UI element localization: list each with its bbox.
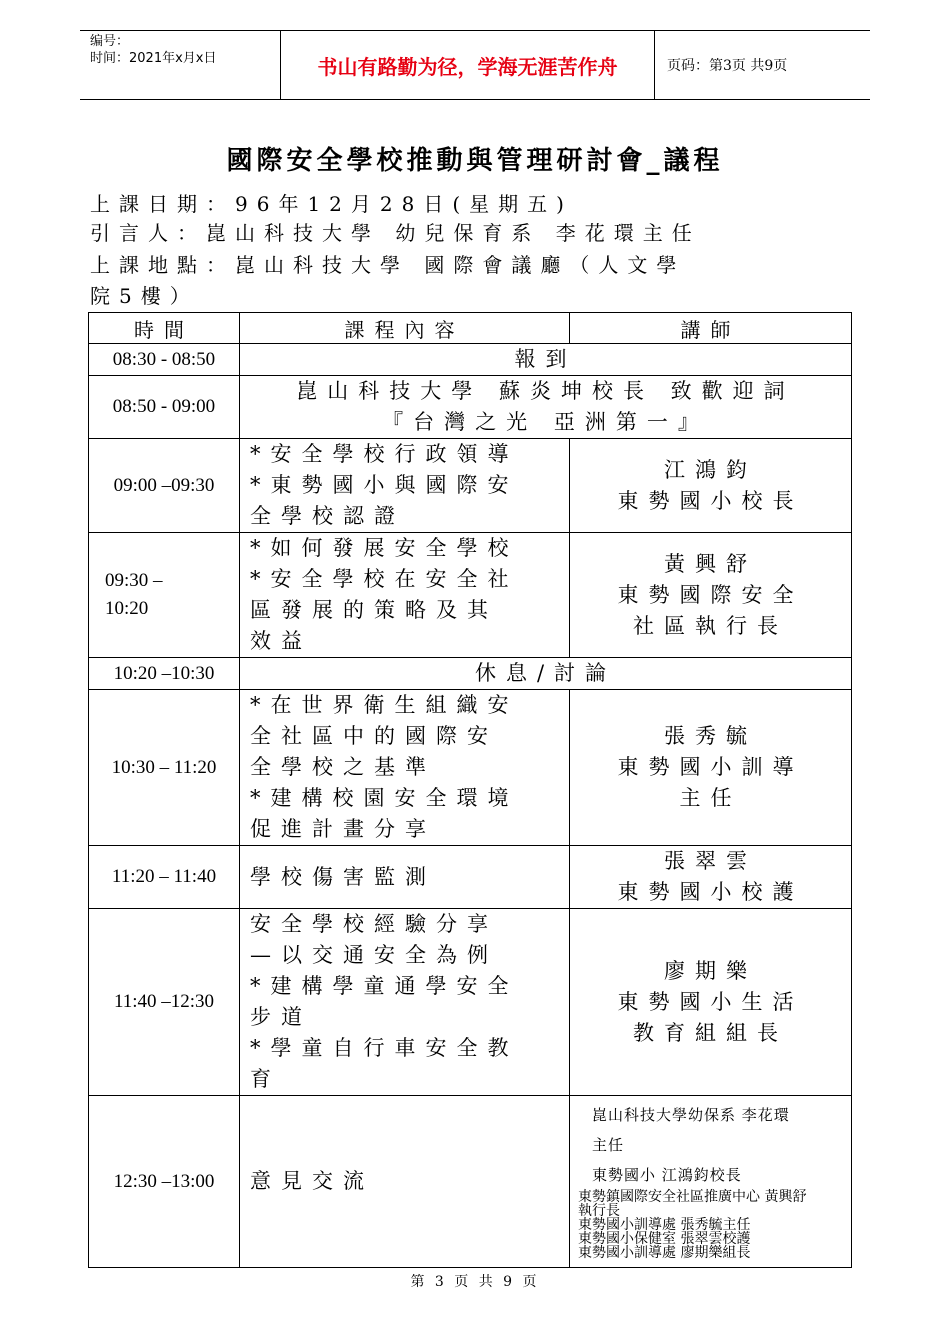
table-row: [89, 658, 852, 690]
table-row: [89, 690, 852, 846]
content-line: *建構學童通學安全: [250, 974, 519, 998]
content-line: 效益: [250, 629, 312, 653]
document-title: 國際安全學校推動與管理研討會_議程: [226, 146, 724, 176]
row-speaker: [570, 439, 852, 533]
table-row: [89, 533, 852, 658]
speaker-line: 社區執行長: [633, 613, 788, 638]
info-place-line1: 上課地點：崑山科技大學 國際會議廳（人文學: [90, 253, 686, 277]
speaker-line: 東勢國小校長: [617, 488, 804, 513]
row-content: [240, 690, 570, 846]
content-line: *東勢國小與國際安: [250, 473, 519, 497]
row-content: [240, 1096, 570, 1268]
content-line: 全學校之基準: [250, 755, 436, 779]
speaker-line: 東勢國小 江鴻鈞校長: [592, 1166, 742, 1184]
row-time: 09:00 –09:30: [89, 439, 240, 533]
content-line: 意見交流: [250, 1169, 374, 1193]
table-row: [89, 344, 852, 376]
header-meta: [80, 31, 280, 99]
row-speaker: [570, 846, 852, 909]
header-time: 時間: [89, 313, 240, 344]
speaker-small-list: [578, 1190, 851, 1260]
row-time: 11:20 – 11:40: [89, 846, 240, 909]
content-line: *在世界衛生組織安: [250, 693, 519, 717]
row-time: 12:30 –13:00: [89, 1096, 240, 1268]
header-page-cell: [655, 31, 870, 99]
row-speaker: [570, 533, 852, 658]
table-row: [89, 846, 852, 909]
speaker-small-line: 執行長: [578, 1203, 620, 1219]
header-speaker: 講師: [570, 313, 852, 344]
content-line: *建構校園安全環境: [250, 786, 519, 810]
table-row: [89, 439, 852, 533]
speaker-line: 東勢國小生活: [617, 989, 804, 1014]
info-date: 上課日期：96年12月28日(星期五): [90, 192, 573, 216]
content-line: *安全學校在安全社: [250, 567, 519, 591]
row-merged: 休息/討論: [240, 658, 852, 690]
page-label: 页码：第3页 共9页: [667, 58, 788, 74]
content-line: 區發展的策略及其: [250, 598, 498, 622]
speaker-small-line: 東勢鎮國際安全社區推廣中心 黃興舒: [578, 1189, 807, 1205]
header-content: 課程內容: [240, 313, 570, 344]
time-line: 09:30 –: [105, 570, 163, 591]
content-line: 學校傷害監測: [250, 864, 436, 889]
schedule-table: [88, 312, 852, 1268]
content-line: —以交通安全為例: [250, 943, 498, 967]
info-host: 引言人：崑山科技大學 幼兒保育系 李花環主任: [90, 221, 701, 245]
content-line: *如何發展安全學校: [250, 536, 519, 560]
speaker-line: 張秀毓: [664, 724, 757, 748]
speaker-line: 江鴻鈞: [664, 457, 757, 482]
row-time: 10:20 –10:30: [89, 658, 240, 690]
time-line: 10:20: [105, 598, 149, 619]
speaker-small-line: 東勢國小訓導處 張秀毓主任: [578, 1217, 751, 1233]
row-speaker: [570, 909, 852, 1096]
content-line: 全社區中的國際安: [250, 724, 498, 748]
table-row: [89, 1096, 852, 1268]
row-merged: [240, 376, 852, 439]
speaker-small-line: 東勢國小保健室 張翠雲校護: [578, 1231, 751, 1247]
speaker-line: 廖期樂: [664, 958, 757, 983]
content-line: 安全學校經驗分享: [250, 912, 498, 936]
content-line: 育: [250, 1067, 281, 1091]
row-content: [240, 846, 570, 909]
speaker-line: 崑山科技大學幼保系 李花環: [592, 1106, 790, 1124]
row-merged: 報到: [240, 344, 852, 376]
row-speaker: [570, 690, 852, 846]
table-header-row: [89, 313, 852, 344]
table-row: [89, 376, 852, 439]
speaker-small-line: 東勢國小訓導處 廖期樂組長: [578, 1245, 751, 1261]
header-motto-cell: [280, 31, 655, 99]
speaker-line: 張翠雲: [664, 849, 757, 873]
page-header: [80, 30, 870, 100]
motto: 书山有路勤为径，学海无涯苦作舟: [317, 54, 618, 79]
row-time: [89, 533, 240, 658]
row-time: 08:50 - 09:00: [89, 376, 240, 439]
row-content: [240, 533, 570, 658]
content-line: 全學校認證: [250, 504, 405, 528]
speaker-line: 主任: [592, 1136, 625, 1154]
row-speaker-list: [570, 1096, 852, 1268]
content-line: *安全學校行政領導: [250, 442, 519, 466]
row-content: [240, 909, 570, 1096]
table-row: [89, 909, 852, 1096]
speaker-line: 東勢國小校護: [617, 880, 804, 904]
speaker-line: 黃興舒: [664, 551, 757, 576]
content-line: 促進計畫分享: [250, 817, 436, 841]
speaker-line: 主任: [679, 786, 742, 810]
content-line: 步道: [250, 1005, 312, 1029]
merged-line: 崑山科技大學 蘇炎坤校長 致歡迎詞: [296, 379, 795, 403]
number-label: 编号：: [90, 34, 130, 49]
page-footer: 第 3 页 共 9 页: [410, 1274, 540, 1290]
content-line: *學童自行車安全教: [250, 1036, 519, 1060]
row-time: 08:30 - 08:50: [89, 344, 240, 376]
row-time: 11:40 –12:30: [89, 909, 240, 1096]
row-content: [240, 439, 570, 533]
speaker-line: 東勢國小訓導: [617, 755, 804, 779]
info-place-line2: 院5樓）: [90, 284, 199, 308]
speaker-line: 東勢國際安全: [617, 582, 804, 607]
speaker-line: 教育組組長: [633, 1020, 788, 1045]
row-time: 10:30 – 11:20: [89, 690, 240, 846]
time-label: 时间：2021年x月x日: [90, 51, 217, 66]
merged-line: 『台灣之光 亞洲第一』: [382, 410, 709, 434]
